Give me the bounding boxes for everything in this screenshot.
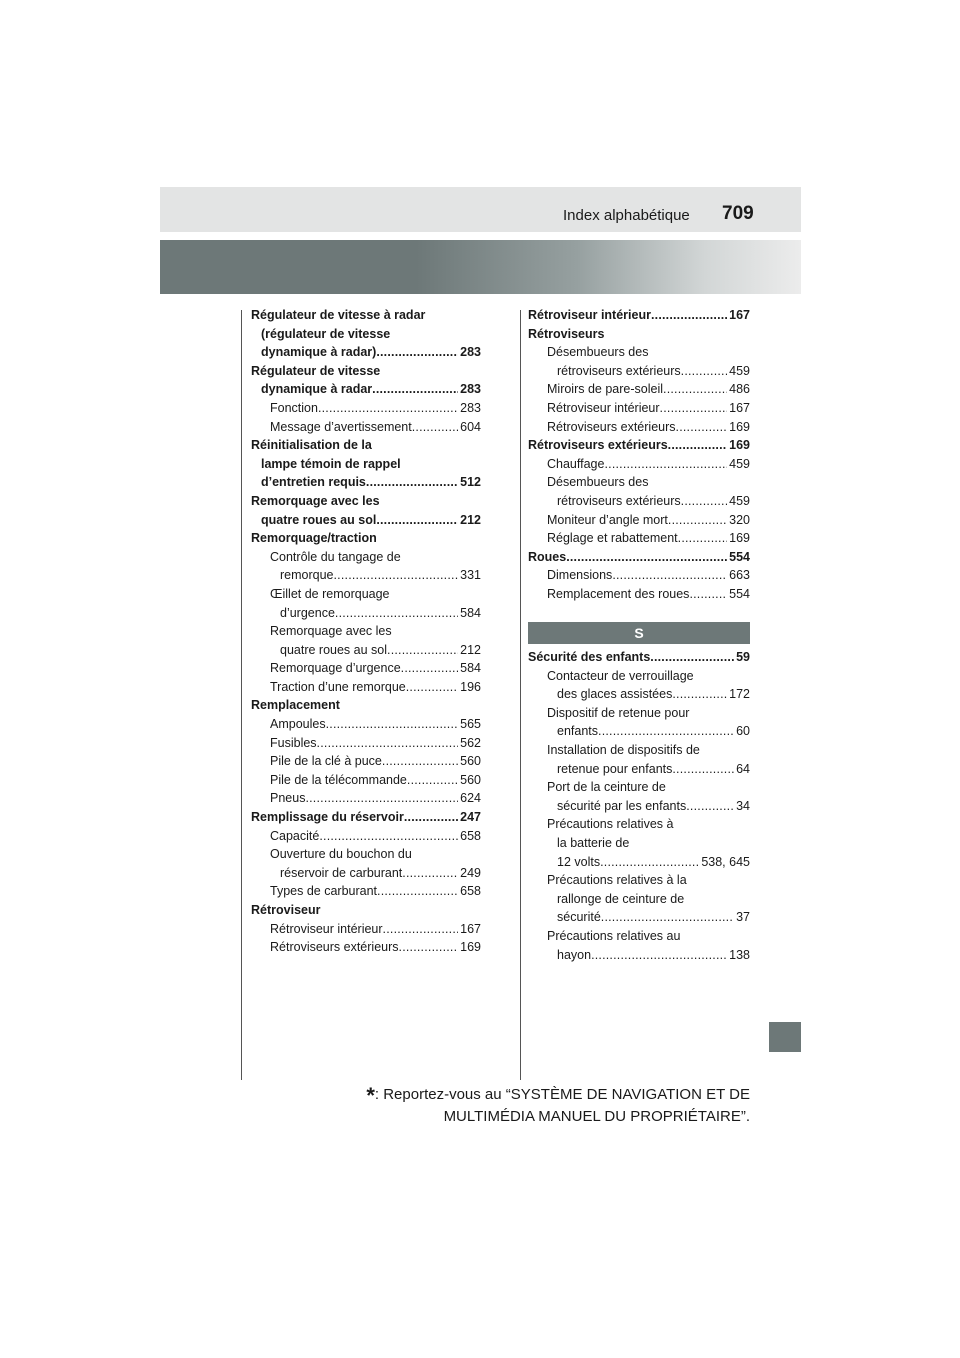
- index-entry-text: Précautions relatives à la: [547, 873, 687, 888]
- index-entry-text: Remplissage du réservoir: [251, 810, 404, 825]
- index-entry-text: sécurité: [557, 910, 601, 925]
- index-entry: [251, 585, 481, 604]
- index-entry-page: 584: [460, 605, 481, 620]
- index-entry-text: hayon: [557, 947, 592, 962]
- index-entry: [528, 834, 750, 853]
- dot-leader: [318, 399, 458, 418]
- index-entry-text: 12 volts: [557, 854, 601, 869]
- page-number: 709: [722, 203, 754, 224]
- index-entry: [528, 704, 750, 723]
- index-entry: [251, 882, 481, 901]
- index-entry-page: 560: [460, 754, 481, 769]
- index-entry-page: 658: [460, 884, 481, 899]
- index-entry-text: Désembueurs des: [547, 345, 649, 360]
- index-entry: [251, 771, 481, 790]
- dot-leader: [406, 678, 458, 697]
- index-entry-page: 584: [460, 661, 481, 676]
- index-entry-page: 283: [460, 382, 481, 397]
- index-entry: [528, 362, 750, 381]
- index-entry-text: Pile de la télécommande: [270, 772, 407, 787]
- index-entry: [251, 808, 481, 827]
- dot-leader: [317, 734, 459, 753]
- index-entry: [528, 511, 750, 530]
- index-entry-text: Ouverture du bouchon du: [270, 847, 412, 862]
- index-entry-text: Fonction: [270, 400, 318, 415]
- dot-leader: [681, 362, 727, 381]
- index-entry: [251, 864, 481, 883]
- index-entry: [528, 685, 750, 704]
- index-entry-text: Fusibles: [270, 735, 317, 750]
- index-entry-text: Remorquage d’urgence: [270, 661, 401, 676]
- dot-leader: [334, 566, 459, 585]
- index-entry-page: 64: [736, 761, 750, 776]
- dot-leader: [366, 473, 458, 492]
- index-entry: [528, 399, 750, 418]
- dot-leader: [650, 648, 734, 667]
- index-entry-text: Rétroviseurs extérieurs: [547, 419, 676, 434]
- index-entry: [251, 734, 481, 753]
- index-entry-text: Dispositif de retenue pour: [547, 705, 690, 720]
- dot-leader: [412, 418, 458, 437]
- dot-leader: [319, 827, 458, 846]
- index-entry-page: 172: [729, 687, 750, 702]
- index-entry-text: quatre roues au sol: [261, 512, 377, 527]
- index-entry: [251, 604, 481, 623]
- index-entry-text: lampe témoin de rappel: [261, 456, 401, 471]
- dot-leader: [387, 641, 458, 660]
- index-entry-text: Pneus: [270, 791, 306, 806]
- footnote-asterisk: *: [366, 1083, 375, 1108]
- index-entry: [528, 492, 750, 511]
- dot-leader: [591, 946, 727, 965]
- column-divider-middle: [520, 310, 521, 1080]
- dot-leader: [686, 797, 734, 816]
- dot-leader: [376, 511, 458, 530]
- index-entry-text: quatre roues au sol: [280, 642, 388, 657]
- index-entry-page: 562: [460, 735, 481, 750]
- dot-leader: [402, 864, 458, 883]
- index-entry-text: rétroviseurs extérieurs: [557, 493, 681, 508]
- index-entry-page: 624: [460, 791, 481, 806]
- dot-leader: [612, 566, 727, 585]
- index-entry-page: 247: [460, 810, 481, 825]
- index-entry: [251, 418, 481, 437]
- index-entry: [528, 418, 750, 437]
- index-entry: [251, 362, 481, 381]
- index-entry-page: 459: [729, 363, 750, 378]
- index-entry: [251, 511, 481, 530]
- index-entry: [528, 890, 750, 909]
- index-entry-page: 138: [729, 947, 750, 962]
- index-entry-text: Rétroviseurs extérieurs: [528, 438, 668, 453]
- index-entry: [528, 529, 750, 548]
- index-entry: [251, 622, 481, 641]
- index-entry: [528, 343, 750, 362]
- index-entry-page: 34: [736, 798, 750, 813]
- index-entry-text: Remplacement des roues: [547, 586, 690, 601]
- index-entry-text: Chauffage: [547, 456, 605, 471]
- index-entry-page: 212: [460, 512, 481, 527]
- index-entry: [528, 473, 750, 492]
- dot-leader: [672, 760, 734, 779]
- index-entry: [251, 659, 481, 678]
- index-entry-text: Réinitialisation de la: [251, 438, 372, 453]
- index-entry-page: 60: [736, 724, 750, 739]
- index-entry: [528, 648, 750, 667]
- dot-leader: [672, 685, 727, 704]
- index-entry-text: Remplacement: [251, 698, 340, 713]
- index-entry-text: des glaces assistées: [557, 687, 673, 702]
- index-entry-text: Rétroviseur intérieur: [547, 400, 660, 415]
- index-entry-page: 538, 645: [701, 854, 750, 869]
- index-entry-page: 212: [460, 642, 481, 657]
- index-entry-page: 283: [460, 400, 481, 415]
- index-entry: [528, 455, 750, 474]
- index-entry: [528, 325, 750, 344]
- index-entry: [251, 715, 481, 734]
- index-entry-text: retenue pour enfants: [557, 761, 673, 776]
- index-entry: [251, 845, 481, 864]
- index-entry-text: Régulateur de vitesse: [251, 363, 381, 378]
- index-entry: [528, 741, 750, 760]
- index-entry-page: 459: [729, 456, 750, 471]
- dot-leader: [382, 752, 458, 771]
- index-entry-text: dynamique à radar: [261, 382, 373, 397]
- index-entry: [528, 760, 750, 779]
- index-column-right-top: [528, 306, 750, 604]
- index-entry-text: la batterie de: [557, 835, 630, 850]
- index-entry: [251, 827, 481, 846]
- dot-leader: [376, 343, 458, 362]
- index-entry-page: 167: [729, 308, 750, 322]
- index-entry: [251, 380, 481, 399]
- index-entry: [528, 853, 750, 872]
- index-entry: [251, 938, 481, 957]
- index-column-left: [251, 306, 481, 957]
- index-entry-page: 554: [729, 586, 750, 601]
- index-entry: [251, 455, 481, 474]
- chapter-tab: [769, 1022, 801, 1052]
- index-entry-text: Contacteur de verrouillage: [547, 668, 694, 683]
- dot-leader: [668, 436, 727, 455]
- index-entry: [528, 722, 750, 741]
- index-entry-text: Miroirs de pare-soleil: [547, 382, 664, 397]
- index-entry-text: Types de carburant: [270, 884, 378, 899]
- index-entry-text: Moniteur d’angle mort: [547, 512, 668, 527]
- dot-leader: [660, 399, 728, 418]
- index-entry-text: Précautions relatives à: [547, 817, 674, 832]
- index-entry: [528, 927, 750, 946]
- index-entry: [251, 325, 481, 344]
- dot-leader: [566, 548, 727, 567]
- index-entry-text: Remorquage avec les: [270, 624, 392, 639]
- footnote-line-2: MULTIMÉDIA MANUEL DU PROPRIÉTAIRE”.: [443, 1108, 750, 1125]
- index-entry-page: 320: [729, 512, 750, 527]
- index-entry-page: 604: [460, 419, 481, 434]
- index-entry-text: Dimensions: [547, 568, 613, 583]
- index-entry-text: Rétroviseur intérieur: [270, 921, 383, 936]
- index-entry-text: rallonge de ceinture de: [557, 891, 685, 906]
- index-column-right-bottom: [528, 648, 750, 964]
- footnote-line-1: : Reportez-vous au “SYSTÈME DE NAVIGATION ET DE: [374, 1086, 750, 1103]
- index-entry: [528, 306, 750, 325]
- index-entry-page: 169: [729, 531, 750, 546]
- index-entry-page: 459: [729, 493, 750, 508]
- index-entry: [251, 678, 481, 697]
- index-entry-page: 512: [460, 475, 481, 490]
- index-entry: [251, 752, 481, 771]
- index-entry-text: rétroviseurs extérieurs: [557, 363, 681, 378]
- index-entry: [528, 436, 750, 455]
- index-entry: [528, 778, 750, 797]
- index-entry-page: 560: [460, 772, 481, 787]
- index-entry: [251, 492, 481, 511]
- index-entry-page: 169: [729, 419, 750, 434]
- dot-leader: [399, 938, 459, 957]
- index-entry-text: Rétroviseurs extérieurs: [270, 940, 399, 955]
- index-entry-text: Ampoules: [270, 717, 326, 732]
- index-entry-text: Régulateur de vitesse à radar: [251, 308, 426, 322]
- index-entry-text: Traction d’une remorque: [270, 679, 406, 694]
- index-entry-text: Désembueurs des: [547, 475, 649, 490]
- index-entry-text: Capacité: [270, 828, 320, 843]
- index-entry-text: Contrôle du tangage de: [270, 549, 401, 564]
- index-entry: [251, 343, 481, 362]
- index-entry: [251, 641, 481, 660]
- index-entry-text: Remorquage avec les: [251, 493, 380, 508]
- index-entry: [528, 667, 750, 686]
- index-entry: [251, 529, 481, 548]
- index-entry-page: 663: [729, 568, 750, 583]
- dot-leader: [668, 511, 727, 530]
- index-entry-text: enfants: [557, 724, 599, 739]
- index-entry: [251, 473, 481, 492]
- page-title: Index alphabétique: [563, 207, 690, 224]
- index-entry: [251, 548, 481, 567]
- index-entry-text: Précautions relatives au: [547, 928, 681, 943]
- index-entry: [251, 436, 481, 455]
- index-entry-text: remorque: [280, 568, 334, 583]
- index-entry-text: d’urgence: [280, 605, 335, 620]
- dot-leader: [681, 492, 727, 511]
- dot-leader: [601, 908, 734, 927]
- index-entry-text: Installation de dispositifs de: [547, 742, 700, 757]
- dot-leader: [678, 529, 728, 548]
- index-entry-page: 658: [460, 828, 481, 843]
- index-entry: [251, 306, 481, 325]
- index-entry-page: 486: [729, 382, 750, 397]
- index-entry-page: 169: [729, 438, 750, 453]
- index-entry-text: sécurité par les enfants: [557, 798, 687, 813]
- index-entry: [528, 908, 750, 927]
- dot-leader: [335, 604, 458, 623]
- index-entry: [251, 399, 481, 418]
- index-entry-page: 59: [736, 650, 750, 664]
- index-entry: [528, 815, 750, 834]
- index-entry-text: Œillet de remorquage: [270, 586, 390, 601]
- index-entry: [251, 566, 481, 585]
- dot-leader: [598, 722, 734, 741]
- index-entry-text: réservoir de carburant: [280, 865, 403, 880]
- dot-leader: [407, 771, 458, 790]
- footnote: [366, 1084, 750, 1127]
- index-entry-text: (régulateur de vitesse: [261, 326, 391, 341]
- index-entry-page: 331: [460, 568, 481, 583]
- index-entry-text: dynamique à radar): [261, 345, 377, 360]
- dot-leader: [663, 380, 727, 399]
- index-entry-page: 283: [460, 345, 481, 360]
- index-entry: [251, 789, 481, 808]
- index-entry-text: Roues: [528, 549, 567, 564]
- index-entry: [528, 946, 750, 965]
- index-entry-page: 249: [460, 865, 481, 880]
- index-entry: [528, 585, 750, 604]
- decorative-banner: [160, 240, 801, 294]
- dot-leader: [377, 882, 458, 901]
- index-entry-page: 167: [729, 400, 750, 415]
- index-entry: [251, 901, 481, 920]
- index-entry: [528, 380, 750, 399]
- index-entry-text: Rétroviseurs: [528, 326, 605, 341]
- index-entry: [528, 871, 750, 890]
- dot-leader: [401, 659, 459, 678]
- index-entry-page: 554: [729, 549, 750, 564]
- index-entry: [251, 696, 481, 715]
- dot-leader: [676, 418, 728, 437]
- column-divider-left: [241, 310, 242, 1080]
- index-entry-page: 37: [736, 910, 750, 925]
- index-entry-text: Remorquage/traction: [251, 531, 377, 546]
- index-entry-page: 565: [460, 717, 481, 732]
- index-entry: [528, 548, 750, 567]
- index-entry: [251, 920, 481, 939]
- index-entry-text: Port de la ceinture de: [547, 780, 666, 795]
- index-entry: [528, 797, 750, 816]
- dot-leader: [604, 455, 727, 474]
- index-entry-text: Rétroviseur intérieur: [528, 308, 651, 322]
- dot-leader: [404, 808, 458, 827]
- dot-leader: [326, 715, 459, 734]
- index-entry-text: Réglage et rabattement: [547, 531, 678, 546]
- index-entry-text: Pile de la clé à puce: [270, 754, 382, 769]
- dot-leader: [372, 380, 458, 399]
- dot-leader: [600, 853, 699, 872]
- index-entry-page: 167: [460, 921, 481, 936]
- index-entry-text: Rétroviseur: [251, 903, 321, 917]
- index-entry-text: Sécurité des enfants: [528, 650, 651, 664]
- index-entry-page: 169: [460, 940, 481, 955]
- index-entry: [528, 566, 750, 585]
- dot-leader: [383, 920, 459, 939]
- section-header-s: S: [528, 622, 750, 644]
- index-entry-text: Message d’avertissement: [270, 419, 412, 434]
- index-entry-page: 196: [460, 679, 481, 694]
- header-bar: [160, 187, 801, 232]
- dot-leader: [651, 306, 727, 325]
- index-entry-text: d’entretien requis: [261, 475, 366, 490]
- dot-leader: [305, 789, 458, 808]
- dot-leader: [689, 585, 727, 604]
